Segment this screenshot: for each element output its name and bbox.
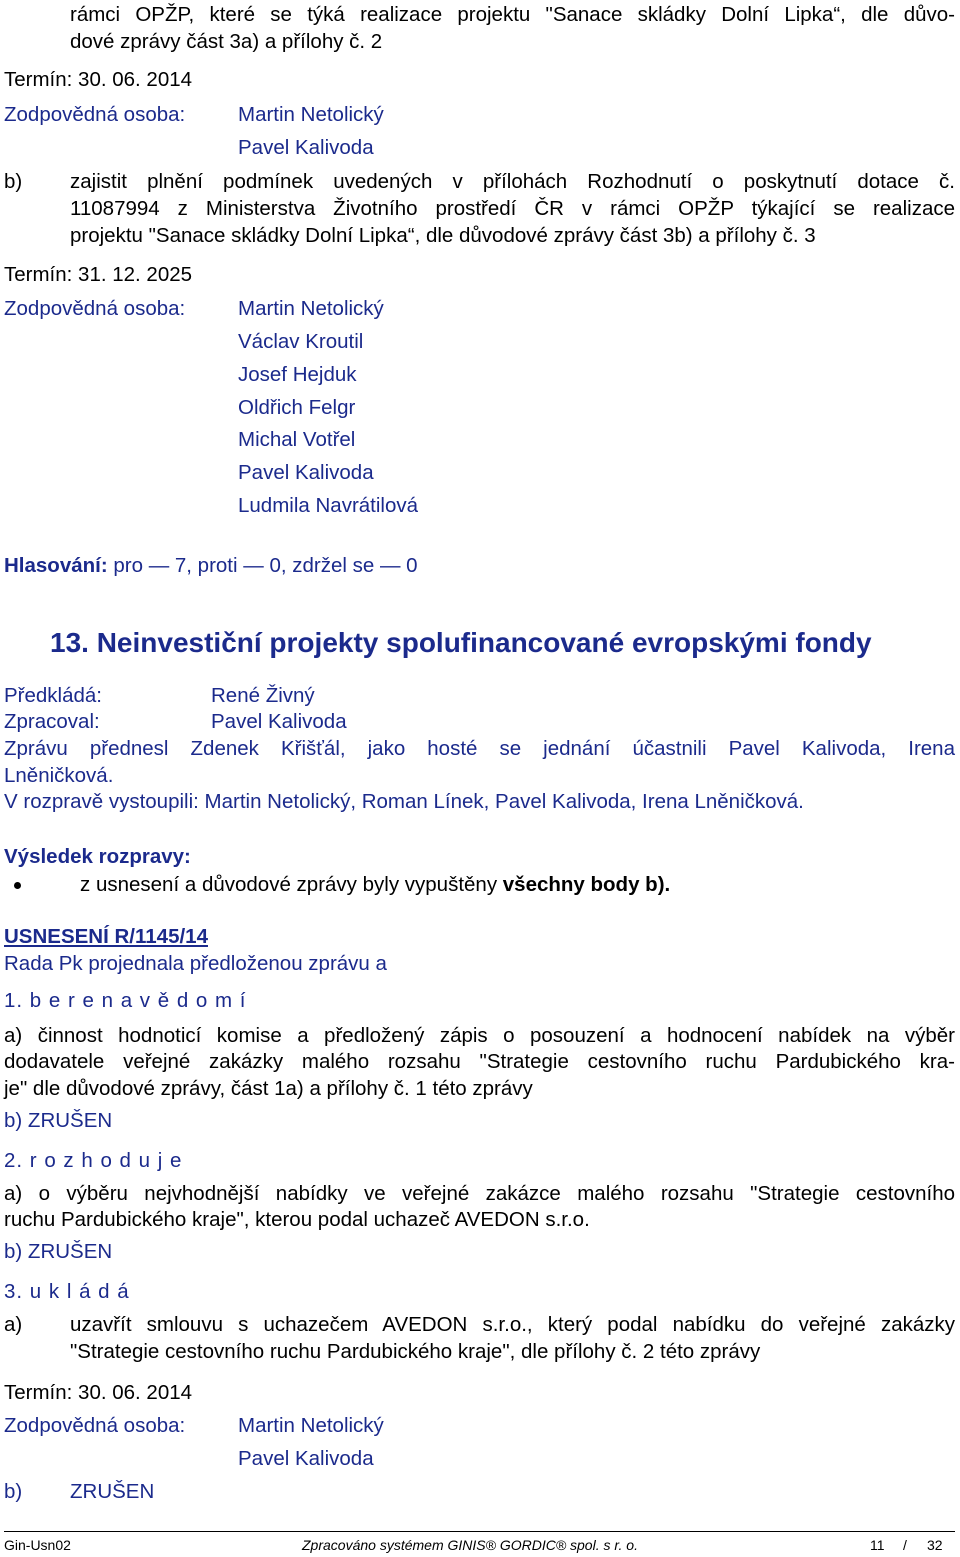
top-line-1: rámci OPŽP, které se týká realizace projektu "Sanace skládky Dolní Lipka“, dle důvo- — [70, 3, 955, 26]
zpracoval-label: Zpracoval: — [4, 710, 100, 733]
resp-name: Martin Netolický — [238, 1414, 384, 1437]
p2-a-line: ruchu Pardubického kraje", kterou podal uchazeč AVEDON s.r.o. — [4, 1208, 590, 1231]
resolution-number: USNESENÍ R/1145/14 — [4, 925, 208, 948]
p1-a-line: je" dle důvodové zprávy, část 1a) a přílohy č. 1 této zprávy — [4, 1077, 533, 1100]
p3-b: ZRUŠEN — [70, 1480, 155, 1503]
result-text: z usnesení a důvodové zprávy byly vypuštěny — [80, 873, 503, 896]
resp-label-2: Zodpovědná osoba: — [4, 297, 186, 320]
p3-b-marker: b) — [4, 1480, 23, 1503]
p3-a-marker: a) — [4, 1313, 23, 1336]
p2-title: 2. r o z h o d u j e — [4, 1149, 183, 1172]
p2-a-line: a) o výběru nejvhodnější nabídky ve veřejné zakázce malého rozsahu "Strategie cestovního — [4, 1182, 955, 1205]
result-label: Výsledek rozpravy: — [4, 845, 191, 868]
p1-a-line: dodavatele veřejné zakázky malého rozsahu "Strategie cestovního ruchu Pardubického kra- — [4, 1050, 955, 1073]
termin-2: Termín: 31. 12. 2025 — [4, 263, 193, 286]
resp-name: Oldřich Felgr — [238, 396, 356, 419]
item-b-line: projektu "Sanace skládky Dolní Lipka“, dle důvodové zprávy část 3b) a přílohy č. 3 — [70, 224, 816, 247]
discussion-line: V rozpravě vystoupili: Martin Netolický, Roman Línek, Pavel Kalivoda, Irena Lněničková. — [4, 790, 804, 813]
p3-a-line: "Strategie cestovního ruchu Pardubického kraje", dle přílohy č. 2 této zprávy — [70, 1340, 761, 1363]
predklada-label: Předkládá: — [4, 684, 103, 707]
result-line — [80, 873, 670, 897]
footer-sep: / — [903, 1537, 907, 1553]
footer-left: Gin-Usn02 — [4, 1537, 71, 1553]
vote-text: pro — 7, proti — 0, zdržel se — 0 — [107, 554, 418, 577]
report-line-2: Lněničková. — [4, 764, 114, 787]
resp-name: Josef Hejduk — [238, 363, 357, 386]
zpracoval-value: Pavel Kalivoda — [211, 710, 347, 733]
footer-rule — [4, 1531, 955, 1532]
item-b-marker: b) — [4, 170, 23, 193]
resp-name: Martin Netolický — [238, 297, 384, 320]
item-b-line: zajistit plnění podmínek uvedených v přílohách Rozhodnutí o poskytnutí dotace č. — [70, 170, 955, 193]
p3-title: 3. u k l á d á — [4, 1280, 130, 1303]
predklada-value: René Živný — [211, 684, 315, 707]
resolution-intro: Rada Pk projednala předloženou zprávu a — [4, 952, 387, 975]
p1-a-line: a) činnost hodnoticí komise a předložený zápis o posouzení a hodnocení nabídek na výběr — [4, 1024, 955, 1047]
p3-a-line: uzavřít smlouvu s uchazečem AVEDON s.r.o., který podal nabídku do veřejné zakázky — [70, 1313, 955, 1336]
resp-name: Václav Kroutil — [238, 330, 364, 353]
resp-name: Pavel Kalivoda — [238, 1447, 374, 1470]
report-line-1: Zprávu přednesl Zdenek Křišťál, jako hosté se jednání účastnili Pavel Kalivoda, Irena — [4, 737, 955, 760]
termin-3: Termín: 30. 06. 2014 — [4, 1381, 193, 1404]
resp-name: Pavel Kalivoda — [238, 136, 374, 159]
footer-page: 11 — [870, 1537, 885, 1553]
p1-title: 1. b e r e n a v ě d o m í — [4, 989, 247, 1012]
result-bold: všechny body b). — [502, 873, 671, 896]
termin-1: Termín: 30. 06. 2014 — [4, 68, 193, 91]
vote-label: Hlasování: — [4, 554, 108, 577]
resp-name: Ludmila Navrátilová — [238, 494, 419, 517]
top-line-2: dové zprávy část 3a) a přílohy č. 2 — [70, 30, 383, 53]
resp-label-1: Zodpovědná osoba: — [4, 103, 186, 126]
p1-b: b) ZRUŠEN — [4, 1109, 113, 1132]
resp-name: Martin Netolický — [238, 103, 384, 126]
bullet-icon — [14, 882, 21, 889]
resp-name: Pavel Kalivoda — [238, 461, 374, 484]
footer-total: 32 — [927, 1537, 943, 1553]
footer-center: Zpracováno systémem GINIS® GORDIC® spol. s r. o. — [302, 1537, 638, 1553]
vote-line — [4, 554, 418, 578]
resp-name: Michal Votřel — [238, 428, 356, 451]
p2-b: b) ZRUŠEN — [4, 1240, 113, 1263]
section-heading: 13. Neinvestiční projekty spolufinancované evropskými fondy — [50, 627, 872, 658]
resp-label-3: Zodpovědná osoba: — [4, 1414, 186, 1437]
item-b-line: 11087994 z Ministerstva Životního prostředí ČR v rámci OPŽP týkající se realizace — [70, 197, 955, 220]
